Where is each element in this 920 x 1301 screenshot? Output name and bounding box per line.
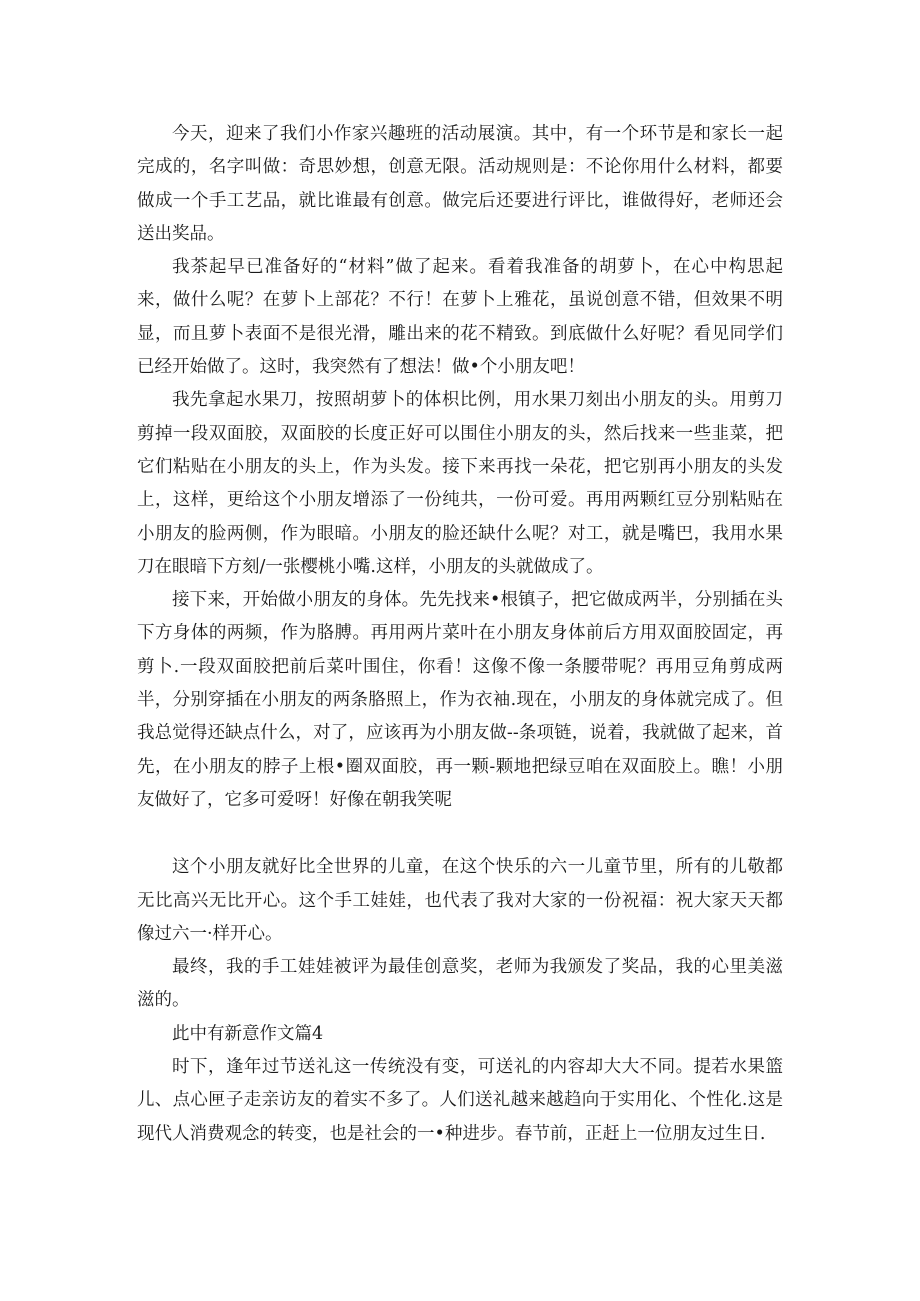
paragraph: 最终，我的手工娃娃被评为最佳创意奖，老师为我颁发了奖品，我的心里美滋滋的。 [137,957,783,1011]
section-heading: 此中有新意作文篇4 [172,1023,324,1044]
paragraph: 这个小朋友就好比全世界的儿童，在这个快乐的六一儿童节里，所有的儿敬都无比高兴无比开心。这个手工娃娃，也代表了我对大家的一份祝福：祝大家天天都像过六一·样开心。 [137,857,783,944]
paragraph: 我茶起早已准备好的“材料”做了起来。看着我准备的胡萝卜，在心中构思起来，做什么呢？在萝卜上部花？不行！在萝卜上雅花，虽说创意不错，但效果不明显，而且萝卜表面不是很光滑，雕出来的花不精致。到底做什么好呢？看见同学们已经开始做了。这时，我突然有了想法！做•个小朋友吧！ [137,257,783,378]
paragraph: 我先拿起水果刀，按照胡萝卜的体枳比例，用水果刀刻出小朋友的头。用剪刀剪掉一段双面胶，双面胶的长度正好可以围住小朋友的头，然后找来一些韭菜，把它们粘贴在小朋友的头上，作为头发。接下来再找一朵花，把它别再小朋友的头发上，这样，更给这个小朋友增添了一份纯共，一份可爱。再用两颗红豆分别粘贴在小朋友的脸两侧，作为眼暗。小朋友的脸还缺什么呢？对工，就是嘴巴，我用水果刀在眼暗下方刻/一张樱桃小嘴.这样，小朋友的头就做成了。 [137,390,783,577]
paragraph: 时下，逢年过节送礼这一传统没有变，可送礼的内容却大大不同。提若水果篮儿、点心匣子走亲访友的着实不多了。人们送礼越来越趋向于实用化、个性化.这是现代人消费观念的转变，也是社会的一•种进步。春节前，正赶上一位朋友过生日. [137,1057,783,1144]
document-body [137,118,783,1151]
paragraph-spacer [137,817,783,851]
paragraph: 今天，迎来了我们小作家兴趣班的活动展演。其中，有一个环节是和家长一起完成的，名字叫做：奇思妙想，创意无限。活动规则是：不论你用什么材料，都要做成一个手工艺品，就比谁最有创意。做完后还要进行评比，谁做得好，老师还会送出奖品。 [137,124,783,244]
paragraph: 接下来，开始做小朋友的身体。先先找来•根镇子，把它做成两半，分别插在头下方身体的两频，作为胳膊。再用两片菜叶在小朋友身体前后方用双面胶固定，再剪卜.一段双面胶把前后菜叶围住，你看！这像不像一条腰带呢？再用豆角剪成两半，分别穿插在小朋友的两条胳照上，作为衣袖.现在，小朋友的身体就完成了。但我总觉得还缺点什么，对了，应该再为小朋友做--条项链，说着，我就做了起来，首先，在小朋友的脖子上根•圈双面胶，再一颗-颗地把绿豆咱在双面胶上。瞧！小朋友做好了，它多可爱呀！好像在朝我笑呢 [137,590,783,810]
